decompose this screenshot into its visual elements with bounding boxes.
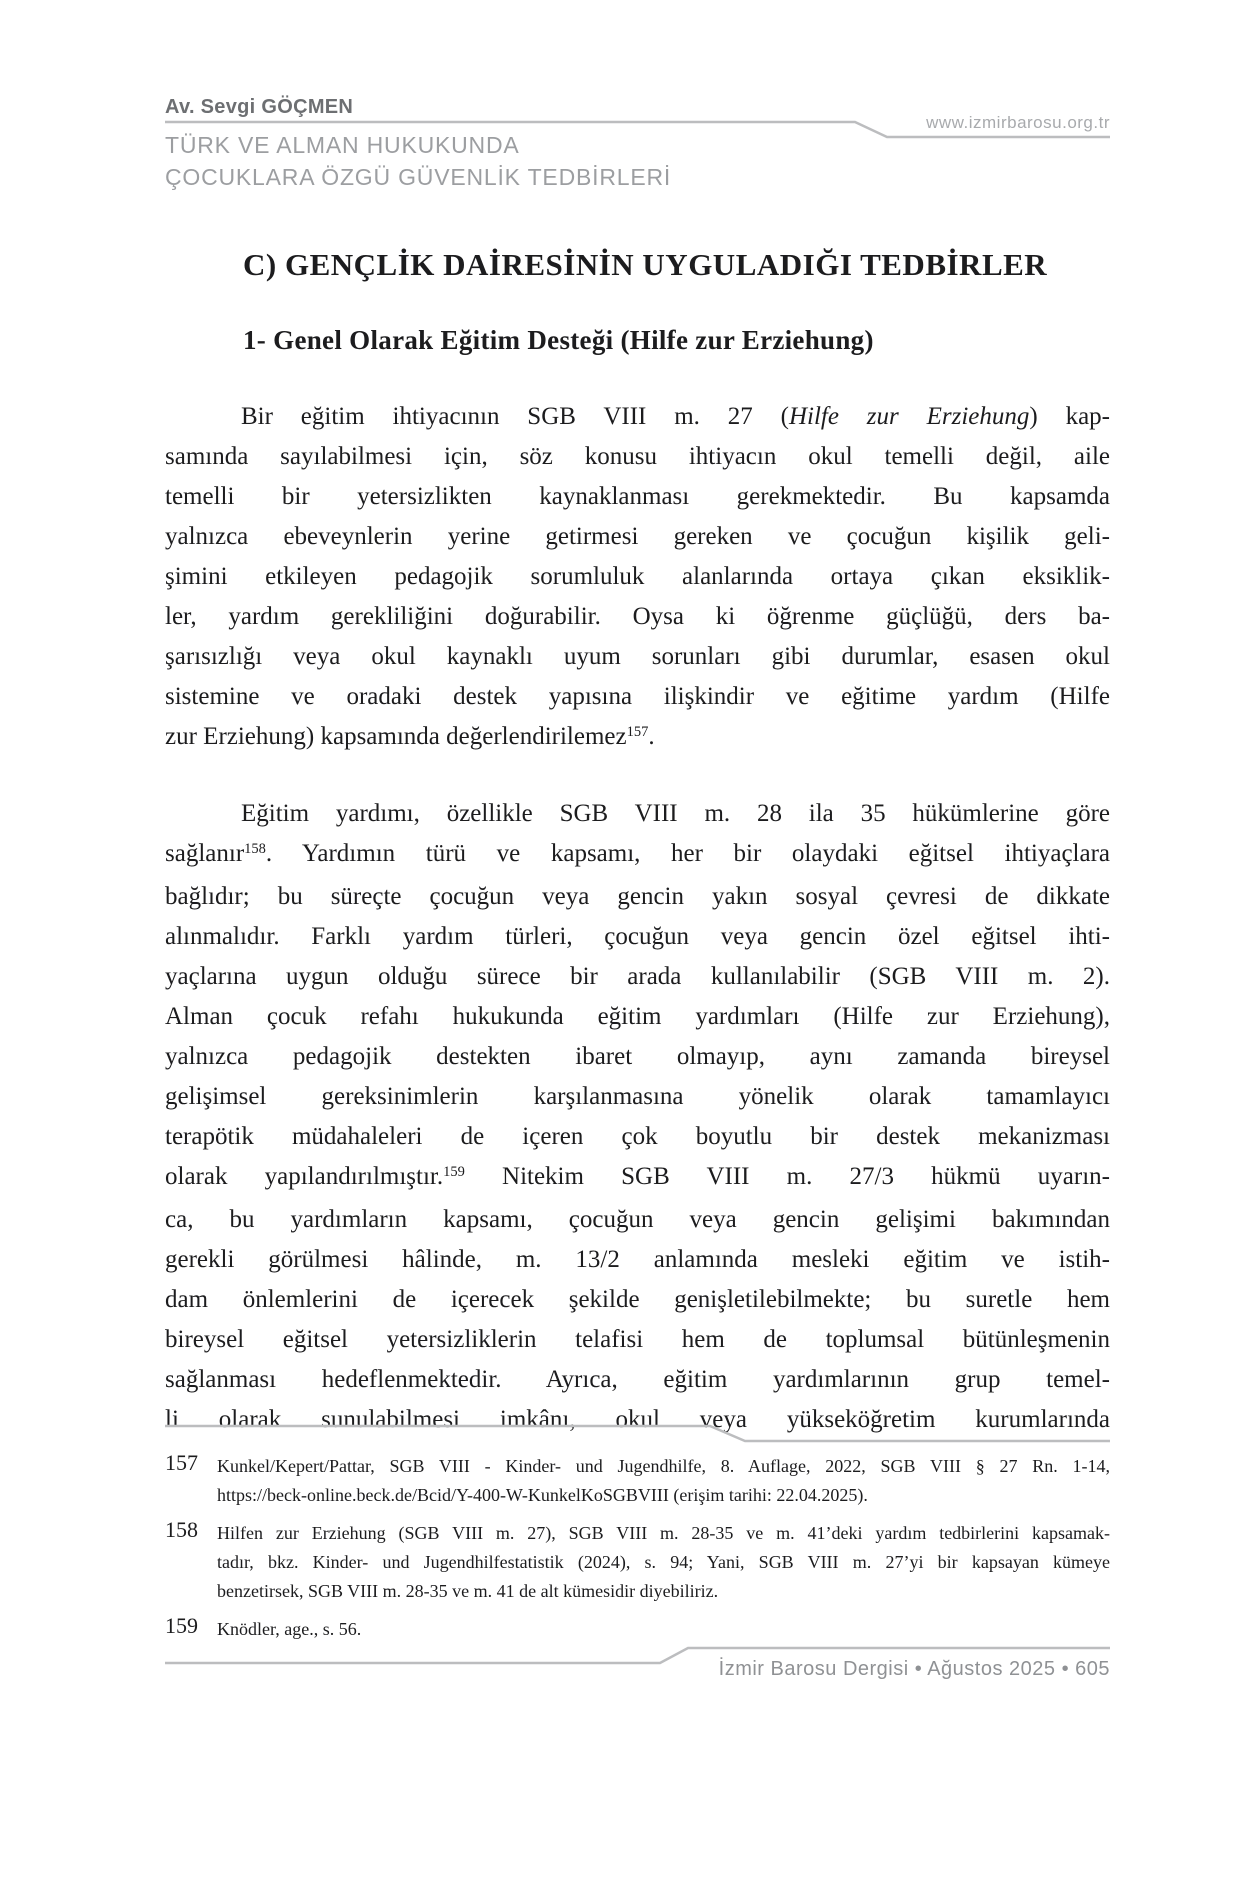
- text-segment: zur Erziehung) kapsamında değerlendirilemez: [165, 723, 627, 750]
- paragraph: [165, 397, 1110, 760]
- body-text-line: [165, 1077, 1110, 1117]
- text-segment: yalnızca pedagojik destekten ibaret olmayıp, aynı zamanda bireysel: [165, 1043, 1110, 1070]
- text-segment: ca, bu yardımların kapsamı, çocuğun veya gencin gelişimi bakımından: [165, 1206, 1110, 1233]
- body-text-line: [165, 517, 1110, 557]
- body-text-line: [165, 677, 1110, 717]
- footnote-text-line: Kunkel/Kepert/Pattar, SGB VIII - Kinder- und Jugendhilfe, 8. Auflage, 2022, SGB VIII § 27 Rn. 1-14,: [217, 1456, 1110, 1476]
- footnote-text: [217, 1452, 1110, 1510]
- footnote-text-line: https://beck-online.beck.de/Bcid/Y-400-W-KunkelKoSGBVIII (erişim tarihi: 22.04.2025).: [217, 1485, 868, 1505]
- text-segment: bireysel eğitsel yetersizliklerin telafisi hem de toplumsal bütünleşmenin: [165, 1326, 1110, 1353]
- header-article-title: [165, 129, 925, 193]
- footnote-text-line: Hilfen zur Erziehung (SGB VIII m. 27), SGB VIII m. 28-35 ve m. 41’deki yardım tedbirlerini kapsamak-: [217, 1523, 1110, 1543]
- text-segment: li olarak sunulabilmesi imkânı, okul veya yükseköğretim kurumlarında: [165, 1406, 1110, 1433]
- body-text-line: [165, 1360, 1110, 1400]
- text-segment: Bir eğitim ihtiyacının SGB VIII m. 27 (: [241, 403, 789, 430]
- text-segment: sağlanması hedeflenmektedir. Ayrıca, eğitim yardımlarının grup temel-: [165, 1366, 1110, 1393]
- text-segment: ) kap-: [1029, 403, 1111, 430]
- body-text-line: [165, 957, 1110, 997]
- body-text-line: [165, 877, 1110, 917]
- header-website-url: www.izmirbarosu.org.tr: [926, 113, 1110, 132]
- body-text-line: [165, 1037, 1110, 1077]
- body-text-line: [165, 437, 1110, 477]
- text-segment: gerekli görülmesi hâlinde, m. 13/2 anlamında mesleki eğitim ve istih-: [165, 1246, 1110, 1273]
- text-segment: yaçlarına uygun olduğu sürece bir arada kullanılabilir (SGB VIII m. 2).: [165, 963, 1110, 990]
- text-segment: terapötik müdahaleleri de içeren çok boyutlu bir destek mekanizması: [165, 1123, 1110, 1150]
- body-text-line: [165, 1280, 1110, 1320]
- footnote-reference: 157: [626, 724, 649, 741]
- text-segment: şarısızlığı veya okul kaynaklı uyum sorunları gibi durumlar, esasen okul: [165, 643, 1110, 670]
- footnote-number: 158: [165, 1517, 198, 1542]
- text-segment: olarak yapılandırılmıştır.: [165, 1163, 444, 1190]
- text-segment: alınmalıdır. Farklı yardım türleri, çocuğun veya gencin özel eğitsel ihti-: [165, 923, 1110, 950]
- text-segment: Eğitim yardımı, özellikle SGB VIII m. 28 ila 35 hükümlerine göre: [241, 800, 1110, 827]
- footnote-separator-line: [165, 1426, 1110, 1441]
- footnote-text-line: Knödler, age., s. 56.: [217, 1619, 362, 1639]
- text-segment: gelişimsel gereksinimlerin karşılanmasına yönelik olarak tamamlayıcı: [165, 1083, 1110, 1110]
- body-text-line: [165, 794, 1110, 834]
- sub-heading: 1- Genel Olarak Eğitim Desteği (Hilfe zur Erziehung): [243, 325, 874, 355]
- body-text-line: [165, 1200, 1110, 1240]
- body-text-line: [165, 637, 1110, 677]
- body-text-line: [165, 1157, 1110, 1200]
- header-author-name: Av. Sevgi GÖÇMEN: [165, 96, 354, 118]
- body-text-line: [165, 477, 1110, 517]
- body-text-line: [165, 557, 1110, 597]
- body-text-line: [165, 1320, 1110, 1360]
- text-segment: Nitekim SGB VIII m. 27/3 hükmü uyarın-: [464, 1163, 1110, 1190]
- footer-journal-info: İzmir Barosu Dergisi • Ağustos 2025 • 605: [718, 1658, 1110, 1680]
- section-heading: C) GENÇLİK DAİRESİNİN UYGULADIĞI TEDBİRLER: [243, 247, 1048, 282]
- italic-text: Hilfe zur Erziehung: [788, 403, 1030, 430]
- footnote-number: 157: [165, 1450, 198, 1475]
- footnote: [165, 1452, 1110, 1510]
- article-title-line-1: TÜRK VE ALMAN HUKUKUNDA: [165, 132, 520, 158]
- text-segment: Alman çocuk refahı hukukunda eğitim yardımları (Hilfe zur Erziehung),: [165, 1003, 1110, 1030]
- footnote-text-line: tadır, bkz. Kinder- und Jugendhilfestatistik (2024), s. 94; Yani, SGB VIII m. 27’yi bir kapsayan kümeye: [217, 1552, 1110, 1572]
- text-segment: bağlıdır; bu süreçte çocuğun veya gencin yakın sosyal çevresi de dikkate: [165, 883, 1110, 910]
- text-segment: şimini etkileyen pedagojik sorumluluk alanlarında ortaya çıkan eksiklik-: [165, 563, 1110, 590]
- body-text-line: [165, 834, 1110, 877]
- text-segment: dam önlemlerini de içerecek şekilde genişletilebilmekte; bu suretle hem: [165, 1286, 1110, 1313]
- text-segment: sağlanır: [165, 840, 245, 867]
- text-segment: . Yardımın türü ve kapsamı, her bir olaydaki eğitsel ihtiyaçlara: [265, 840, 1110, 867]
- footnotes: [165, 1452, 1110, 1653]
- body-text-line: [165, 917, 1110, 957]
- footnote-text-line: benzetirsek, SGB VIII m. 28-35 ve m. 41 de alt kümesidir diyebiliriz.: [217, 1581, 719, 1601]
- footnote-number: 159: [165, 1613, 198, 1638]
- footnote: [165, 1615, 1110, 1644]
- footnote-text: [217, 1519, 1110, 1606]
- body-text: [165, 397, 1110, 1440]
- footnote-reference: 159: [443, 1164, 465, 1181]
- body-text-line: [165, 397, 1110, 437]
- text-segment: temelli bir yetersizlikten kaynaklanması gerekmektedir. Bu kapsamda: [165, 483, 1110, 510]
- body-text-line: [165, 1240, 1110, 1280]
- text-segment: sistemine ve oradaki destek yapısına ilişkindir ve eğitime yardım (Hilfe: [165, 683, 1110, 710]
- text-segment: yalnızca ebeveynlerin yerine getirmesi gereken ve çocuğun kişilik geli-: [165, 523, 1110, 550]
- body-text-line: [165, 1117, 1110, 1157]
- footnote-reference: 158: [244, 841, 266, 858]
- footnote-text: [217, 1615, 1110, 1644]
- body-text-line: [165, 997, 1110, 1037]
- footnote-separator-rule: [165, 1424, 1110, 1444]
- body-text-line: [165, 597, 1110, 637]
- paragraph: [165, 794, 1110, 1440]
- text-segment: ler, yardım gerekliliğini doğurabilir. Oysa ki öğrenme güçlüğü, ders ba-: [165, 603, 1110, 630]
- text-segment: .: [648, 723, 655, 750]
- body-text-line: [165, 717, 1110, 760]
- text-segment: samında sayılabilmesi için, söz konusu ihtiyacın okul temelli değil, aile: [165, 443, 1110, 470]
- article-title-line-2: ÇOCUKLARA ÖZGÜ GÜVENLİK TEDBİRLERİ: [165, 164, 672, 190]
- footnote: [165, 1519, 1110, 1606]
